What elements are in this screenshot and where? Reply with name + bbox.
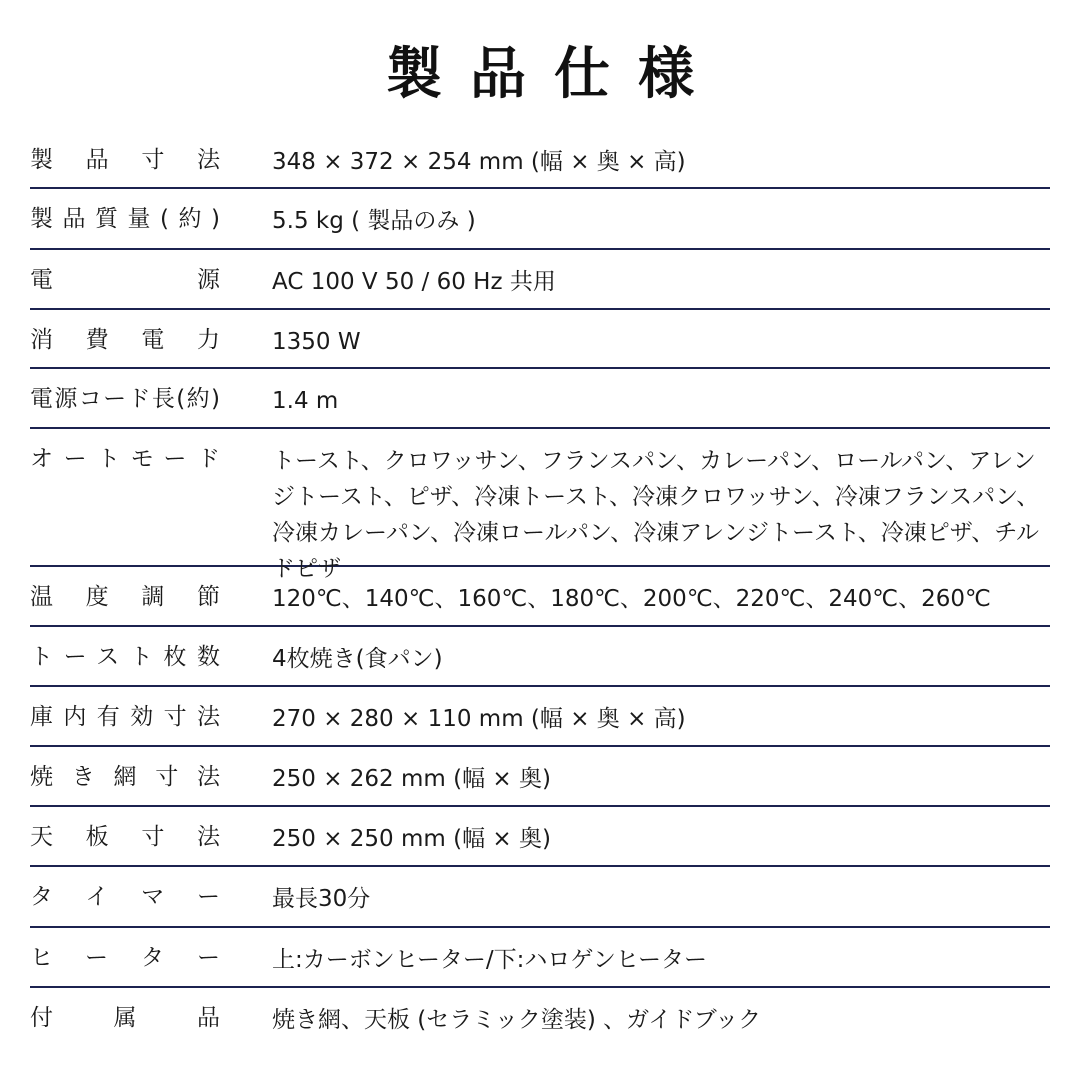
spec-row-timer: [30, 867, 1050, 928]
spec-row-interior-size: [30, 687, 1050, 747]
spec-label: オートモード: [30, 446, 220, 472]
spec-label: トースト枚数: [30, 644, 220, 670]
spec-label: ヒーター: [30, 945, 220, 971]
spec-row-power-consumption: [30, 310, 1050, 369]
spec-label: 電源コード長(約): [30, 386, 220, 412]
spec-label: 天板寸法: [30, 824, 220, 850]
spec-label: 温度調節: [30, 584, 220, 610]
spec-row-power-source: [30, 250, 1050, 310]
spec-value: 焼き網、天板 (セラミック塗装) 、ガイドブック: [272, 1007, 762, 1033]
spec-label: 製品寸法: [30, 147, 220, 173]
spec-row-weight: [30, 189, 1050, 250]
spec-value: 4枚焼き(食パン): [272, 646, 443, 672]
spec-label: 焼き網寸法: [30, 764, 220, 790]
spec-value: トースト、クロワッサン、フランスパン、カレーパン、ロールパン、アレンジトースト、ピザ、冷凍トースト、冷凍クロワッサン、冷凍フランスパン、冷凍カレーパン、冷凍ロールパン、冷凍アレンジトースト、冷凍ピザ、チルドピザ: [272, 448, 1040, 582]
spec-value: 最長30分: [272, 886, 371, 912]
spec-row-auto-mode: [30, 429, 1050, 582]
spec-label: 電源: [30, 267, 220, 293]
spec-value: 250 × 262 mm (幅 × 奥): [272, 766, 551, 792]
spec-value: 120℃、140℃、160℃、180℃、200℃、220℃、240℃、260℃: [272, 586, 991, 612]
spec-row-tray-size: [30, 807, 1050, 867]
spec-row-heater: [30, 928, 1050, 988]
spec-value: 348 × 372 × 254 mm (幅 × 奥 × 高): [272, 149, 686, 175]
spec-label: 製品質量(約): [30, 206, 220, 232]
spec-row-dimensions: [30, 130, 1050, 189]
spec-value: 270 × 280 × 110 mm (幅 × 奥 × 高): [272, 706, 686, 732]
spec-table: [30, 130, 1050, 1048]
spec-row-accessories: [30, 988, 1050, 1048]
spec-value: AC 100 V 50 / 60 Hz 共用: [272, 269, 556, 295]
spec-value: 5.5 kg ( 製品のみ ): [272, 208, 476, 234]
spec-label: 消費電力: [30, 327, 220, 353]
spec-value: 250 × 250 mm (幅 × 奥): [272, 826, 551, 852]
spec-value: 上:カーボンヒーター/下:ハロゲンヒーター: [272, 947, 707, 973]
page-title: 製品仕様: [386, 42, 722, 107]
spec-row-cord-length: [30, 369, 1050, 429]
spec-label: タイマー: [30, 884, 220, 910]
spec-row-grill-size: [30, 747, 1050, 807]
spec-row-toast-slices: [30, 627, 1050, 687]
spec-label: 付属品: [30, 1005, 220, 1031]
spec-value: 1350 W: [272, 329, 361, 355]
spec-label: 庫内有効寸法: [30, 704, 220, 730]
spec-value: 1.4 m: [272, 388, 339, 414]
